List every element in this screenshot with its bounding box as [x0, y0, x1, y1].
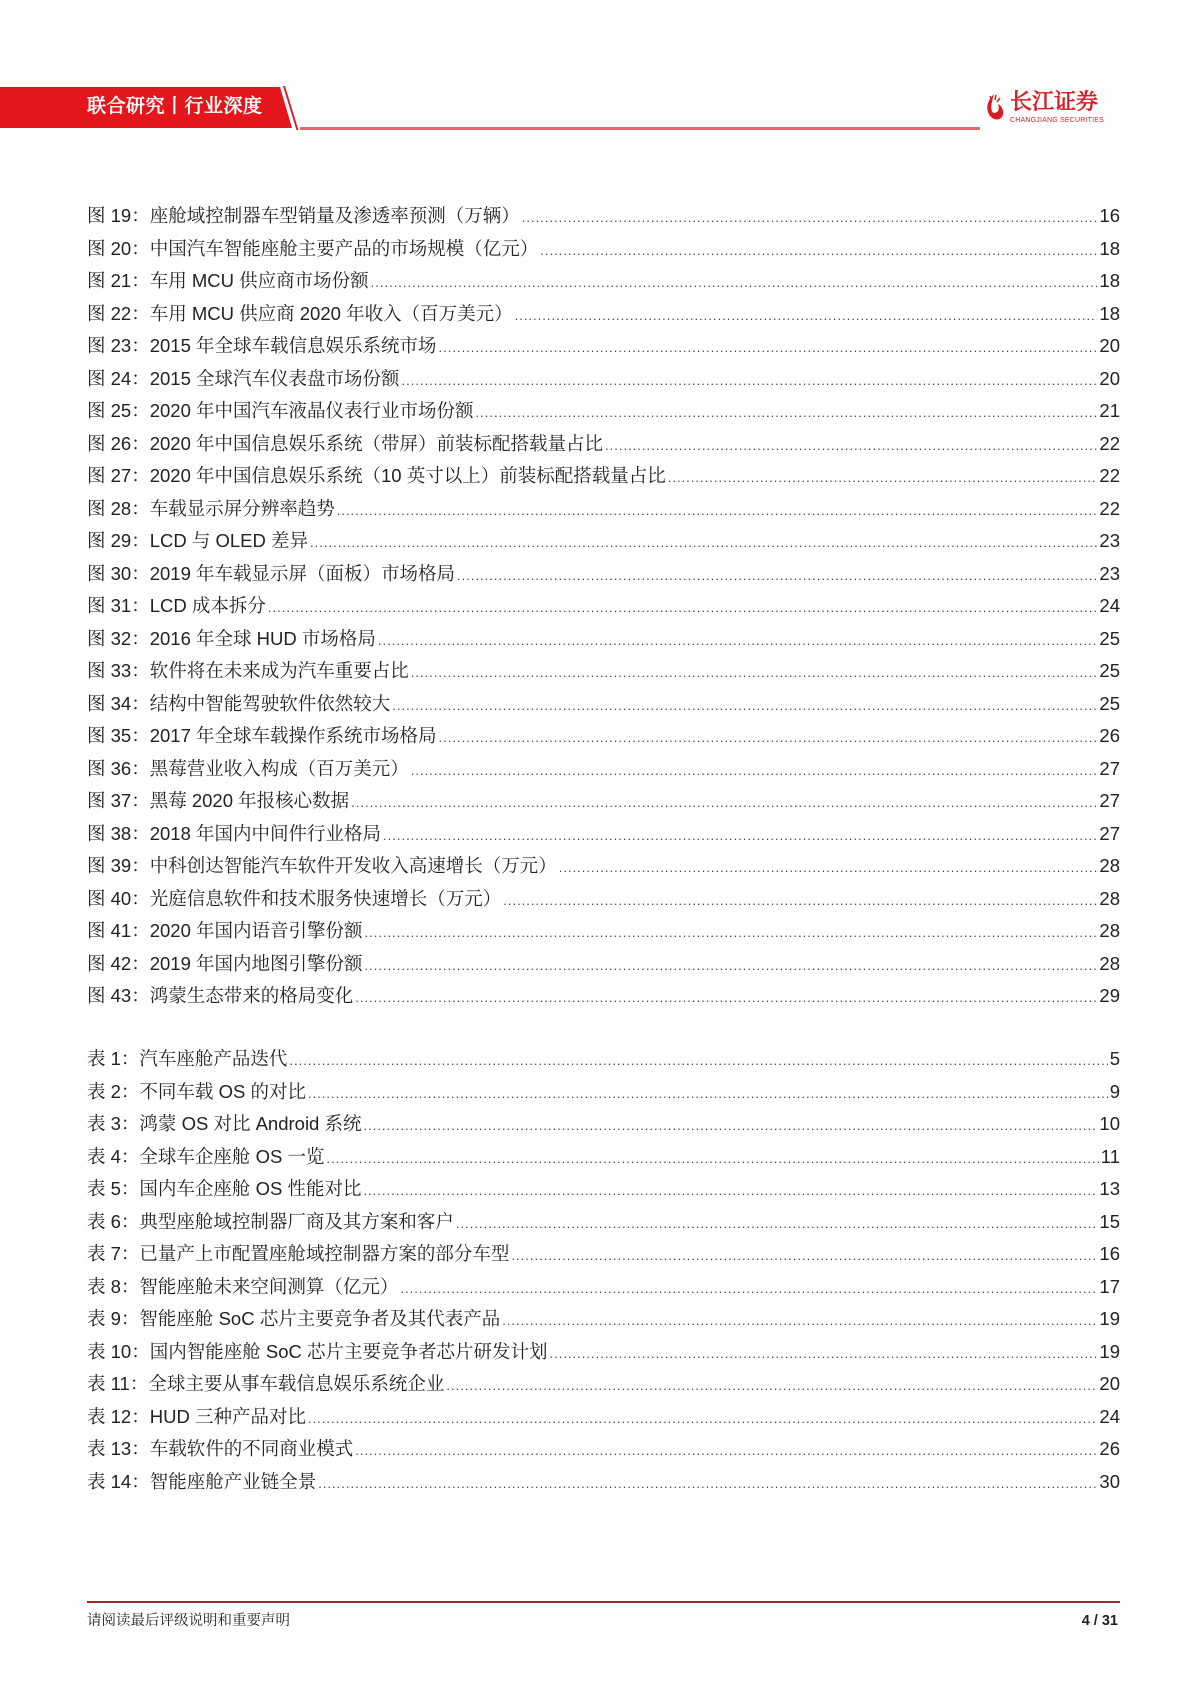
- entry-page[interactable]: 30: [1099, 1470, 1120, 1492]
- entry-page[interactable]: 19: [1099, 1340, 1120, 1362]
- figure-toc-entry[interactable]: [87, 627, 1120, 660]
- figure-toc-entry[interactable]: [87, 204, 1120, 237]
- entry-label[interactable]: 图 19：座舱域控制器车型销量及渗透率预测（万辆）: [87, 205, 520, 226]
- leader-dots: [503, 889, 1097, 913]
- figure-toc-entry[interactable]: [87, 919, 1120, 952]
- entry-label[interactable]: 图 20：中国汽车智能座舱主要产品的市场规模（亿元）: [87, 237, 539, 259]
- table-toc-entry[interactable]: [87, 1080, 1120, 1113]
- entry-page[interactable]: 5: [1109, 1048, 1120, 1069]
- leader-dots: [326, 1147, 1098, 1171]
- figure-toc-entry[interactable]: [87, 822, 1120, 855]
- entry-page[interactable]: 24: [1099, 1405, 1120, 1427]
- entry-label[interactable]: 图 26：2020 年中国信息娱乐系统（带屏）前装标配搭载量占比: [87, 432, 604, 454]
- entry-label[interactable]: 图 38：2018 年国内中间件行业格局: [87, 822, 382, 844]
- entry-page[interactable]: 28: [1099, 855, 1120, 876]
- entry-label[interactable]: 图 35：2017 年全球车载操作系统市场格局: [87, 725, 437, 746]
- logo-en: CHANGJIANG SECURITIES: [1010, 117, 1105, 124]
- figure-toc-entry[interactable]: [87, 984, 1120, 1017]
- table-toc-entry[interactable]: [87, 1340, 1120, 1373]
- entry-label[interactable]: 图 29：LCD 与 OLED 差异: [87, 530, 309, 551]
- leader-dots: [439, 336, 1098, 360]
- table-toc-entry[interactable]: [87, 1307, 1120, 1340]
- table-toc-entry[interactable]: [87, 1437, 1120, 1470]
- entry-label[interactable]: 表 2：不同车载 OS 的对比: [87, 1080, 306, 1102]
- entry-label[interactable]: 图 37：黑莓 2020 年报核心数据: [87, 790, 350, 811]
- entry-label[interactable]: 表 9：智能座舱 SoC 芯片主要竞争者及其代表产品: [87, 1308, 501, 1329]
- entry-label[interactable]: 图 40：光庭信息软件和技术服务快速增长（万元）: [87, 887, 502, 909]
- entry-label[interactable]: 表 6：典型座舱域控制器厂商及其方案和客户: [87, 1210, 454, 1232]
- leader-dots: [540, 239, 1097, 263]
- entry-page[interactable]: 20: [1099, 335, 1120, 356]
- entry-page[interactable]: 28: [1099, 920, 1120, 941]
- entry-page[interactable]: 18: [1099, 270, 1120, 291]
- figure-toc-entry[interactable]: [87, 497, 1120, 530]
- logo-text: [1010, 90, 1104, 125]
- figure-toc-entry[interactable]: [87, 757, 1120, 790]
- entry-page[interactable]: 27: [1099, 790, 1120, 811]
- leader-dots: [392, 694, 1097, 718]
- leader-dots: [446, 1374, 1097, 1398]
- table-toc-entry[interactable]: [87, 1210, 1120, 1243]
- entry-label[interactable]: 图 28：车载显示屏分辨率趋势: [87, 497, 335, 519]
- entry-label[interactable]: 表 1：汽车座舱产品迭代: [87, 1048, 288, 1069]
- figure-list: [87, 204, 1120, 1017]
- company-logo: [982, 90, 1104, 125]
- entry-page[interactable]: 22: [1099, 465, 1120, 486]
- entry-page[interactable]: 20: [1099, 367, 1120, 389]
- entry-label[interactable]: 表 10：国内智能座舱 SoC 芯片主要竞争者芯片研发计划: [87, 1340, 548, 1362]
- leader-dots: [550, 1342, 1098, 1366]
- leader-dots: [318, 1472, 1097, 1496]
- figure-toc-entry[interactable]: [87, 269, 1120, 302]
- leader-dots: [668, 466, 1098, 490]
- table-toc-entry[interactable]: [87, 1242, 1120, 1275]
- entry-page[interactable]: 25: [1099, 627, 1120, 649]
- entry-page[interactable]: 25: [1099, 660, 1120, 681]
- table-toc-entry[interactable]: [87, 1145, 1120, 1178]
- logo-cn: 长江证券: [1010, 89, 1099, 115]
- entry-page[interactable]: 23: [1099, 530, 1120, 551]
- entry-page[interactable]: 16: [1099, 205, 1120, 226]
- figure-toc-entry[interactable]: [87, 854, 1120, 887]
- entry-label[interactable]: 图 24：2015 全球汽车仪表盘市场份额: [87, 367, 400, 389]
- leader-dots: [559, 856, 1098, 880]
- entry-page[interactable]: 24: [1099, 595, 1120, 616]
- leader-dots: [351, 791, 1097, 815]
- table-toc-entry[interactable]: [87, 1372, 1120, 1405]
- entry-label[interactable]: 表 14：智能座舱产业链全景: [87, 1470, 317, 1492]
- table-toc-entry[interactable]: [87, 1047, 1120, 1080]
- figure-toc-entry[interactable]: [87, 237, 1120, 270]
- entry-label[interactable]: 表 3：鸿蒙 OS 对比 Android 系统: [87, 1113, 362, 1134]
- entry-page[interactable]: 25: [1099, 692, 1120, 714]
- leader-dots: [439, 726, 1098, 750]
- entry-page[interactable]: 10: [1099, 1113, 1120, 1134]
- figure-toc-entry[interactable]: [87, 399, 1120, 432]
- logo-flame-icon: [982, 92, 1006, 124]
- leader-dots: [411, 759, 1098, 783]
- entry-page[interactable]: 23: [1099, 562, 1120, 584]
- leader-dots: [308, 1407, 1097, 1431]
- entry-label[interactable]: 图 42：2019 年国内地图引擎份额: [87, 952, 363, 974]
- leader-dots: [378, 629, 1098, 653]
- leader-dots: [355, 986, 1097, 1010]
- leader-dots: [289, 1049, 1107, 1073]
- leader-dots: [605, 434, 1097, 458]
- leader-dots: [402, 369, 1098, 393]
- leader-dots: [522, 206, 1098, 230]
- table-toc-entry[interactable]: [87, 1275, 1120, 1308]
- entry-page[interactable]: 11: [1100, 1145, 1120, 1167]
- entry-label[interactable]: 表 7：已量产上市配置座舱域控制器方案的部分车型: [87, 1243, 510, 1264]
- leader-dots: [411, 661, 1098, 685]
- entry-label[interactable]: 图 22：车用 MCU 供应商 2020 年收入（百万美元）: [87, 302, 513, 324]
- leader-dots: [457, 564, 1097, 588]
- figure-toc-entry[interactable]: [87, 789, 1120, 822]
- table-toc-entry[interactable]: [87, 1177, 1120, 1210]
- figure-toc-entry[interactable]: [87, 659, 1120, 692]
- figure-toc-entry[interactable]: [87, 952, 1120, 985]
- leader-dots: [371, 271, 1098, 295]
- entry-label[interactable]: 图 30：2019 年车载显示屏（面板）市场格局: [87, 562, 456, 584]
- entry-label[interactable]: 表 13：车载软件的不同商业模式: [87, 1438, 354, 1459]
- table-toc-entry[interactable]: [87, 1112, 1120, 1145]
- leader-dots: [515, 304, 1098, 328]
- figure-toc-entry[interactable]: [87, 334, 1120, 367]
- entry-label[interactable]: 图 43：鸿蒙生态带来的格局变化: [87, 985, 354, 1006]
- entry-page[interactable]: 26: [1099, 1438, 1120, 1459]
- entry-page[interactable]: 27: [1099, 822, 1120, 844]
- entry-page[interactable]: 18: [1099, 237, 1120, 259]
- leader-dots: [502, 1309, 1097, 1333]
- figure-toc-entry[interactable]: [87, 302, 1120, 335]
- figure-toc-entry[interactable]: [87, 724, 1120, 757]
- entry-page[interactable]: 9: [1109, 1080, 1120, 1102]
- leader-dots: [363, 1179, 1097, 1203]
- section-label: 联合研究丨行业深度: [87, 96, 263, 117]
- figure-toc-entry[interactable]: [87, 464, 1120, 497]
- leader-dots: [337, 499, 1098, 523]
- entry-label[interactable]: 图 41：2020 年国内语音引擎份额: [87, 920, 363, 941]
- entry-label[interactable]: 表 11：全球主要从事车载信息娱乐系统企业: [87, 1373, 445, 1394]
- figure-toc-entry[interactable]: [87, 367, 1120, 400]
- leader-dots: [310, 531, 1097, 555]
- entry-page[interactable]: 28: [1099, 952, 1120, 974]
- leader-dots: [363, 1114, 1097, 1138]
- entry-label[interactable]: 图 34：结构中智能驾驶软件依然较大: [87, 692, 391, 714]
- leader-dots: [355, 1439, 1097, 1463]
- figure-toc-entry[interactable]: [87, 692, 1120, 725]
- entry-page[interactable]: 18: [1099, 302, 1120, 324]
- leader-dots: [400, 1277, 1097, 1301]
- header-rule: [300, 127, 980, 130]
- entry-label[interactable]: 表 8：智能座舱未来空间测算（亿元）: [87, 1275, 399, 1297]
- figure-toc-entry[interactable]: [87, 887, 1120, 920]
- entry-label[interactable]: 图 33：软件将在未来成为汽车重要占比: [87, 660, 409, 681]
- leader-dots: [476, 401, 1098, 425]
- entry-label[interactable]: 图 32：2016 年全球 HUD 市场格局: [87, 627, 376, 649]
- entry-page[interactable]: 22: [1099, 497, 1120, 519]
- entry-label[interactable]: 表 5：国内车企座舱 OS 性能对比: [87, 1178, 362, 1199]
- leader-dots: [365, 954, 1098, 978]
- leader-dots: [268, 596, 1098, 620]
- entry-label[interactable]: 图 27：2020 年中国信息娱乐系统（10 英寸以上）前装标配搭载量占比: [87, 465, 666, 486]
- figure-toc-entry[interactable]: [87, 432, 1120, 465]
- entry-label[interactable]: 表 4：全球车企座舱 OS 一览: [87, 1145, 325, 1167]
- entry-label[interactable]: 图 36：黑莓营业收入构成（百万美元）: [87, 757, 409, 779]
- leader-dots: [383, 824, 1097, 848]
- figure-toc-entry[interactable]: [87, 594, 1120, 627]
- entry-page[interactable]: 22: [1099, 432, 1120, 454]
- leader-dots: [365, 921, 1098, 945]
- entry-page[interactable]: 19: [1099, 1308, 1120, 1329]
- entry-page[interactable]: 28: [1099, 887, 1120, 909]
- leader-dots: [308, 1082, 1108, 1106]
- entry-label[interactable]: 表 12：HUD 三种产品对比: [87, 1405, 306, 1427]
- entry-page[interactable]: 20: [1099, 1373, 1120, 1394]
- entry-page[interactable]: 15: [1099, 1210, 1120, 1232]
- footer-disclaimer[interactable]: 请阅读最后评级说明和重要声明: [87, 1613, 290, 1629]
- figure-toc-entry[interactable]: [87, 529, 1120, 562]
- table-list: [87, 1047, 1120, 1502]
- entry-page[interactable]: 27: [1099, 757, 1120, 779]
- entry-page[interactable]: 17: [1099, 1275, 1120, 1297]
- entry-page[interactable]: 21: [1099, 400, 1120, 421]
- leader-dots: [456, 1212, 1097, 1236]
- entry-label[interactable]: 图 31：LCD 成本拆分: [87, 595, 266, 616]
- entry-page[interactable]: 26: [1099, 725, 1120, 746]
- entry-page[interactable]: 13: [1099, 1178, 1120, 1199]
- table-toc-entry[interactable]: [87, 1405, 1120, 1438]
- table-toc-entry[interactable]: [87, 1470, 1120, 1503]
- entry-label[interactable]: 图 21：车用 MCU 供应商市场份额: [87, 270, 369, 291]
- entry-label[interactable]: 图 39：中科创达智能汽车软件开发收入高速增长（万元）: [87, 855, 557, 876]
- page-indicator: 4 / 31: [1081, 1613, 1118, 1629]
- entry-page[interactable]: 16: [1099, 1243, 1120, 1264]
- figure-toc-entry[interactable]: [87, 562, 1120, 595]
- entry-label[interactable]: 图 25：2020 年中国汽车液晶仪表行业市场份额: [87, 400, 474, 421]
- footer-rule: [87, 1601, 1120, 1603]
- entry-page[interactable]: 29: [1099, 985, 1120, 1006]
- leader-dots: [511, 1244, 1097, 1268]
- entry-label[interactable]: 图 23：2015 年全球车载信息娱乐系统市场: [87, 335, 437, 356]
